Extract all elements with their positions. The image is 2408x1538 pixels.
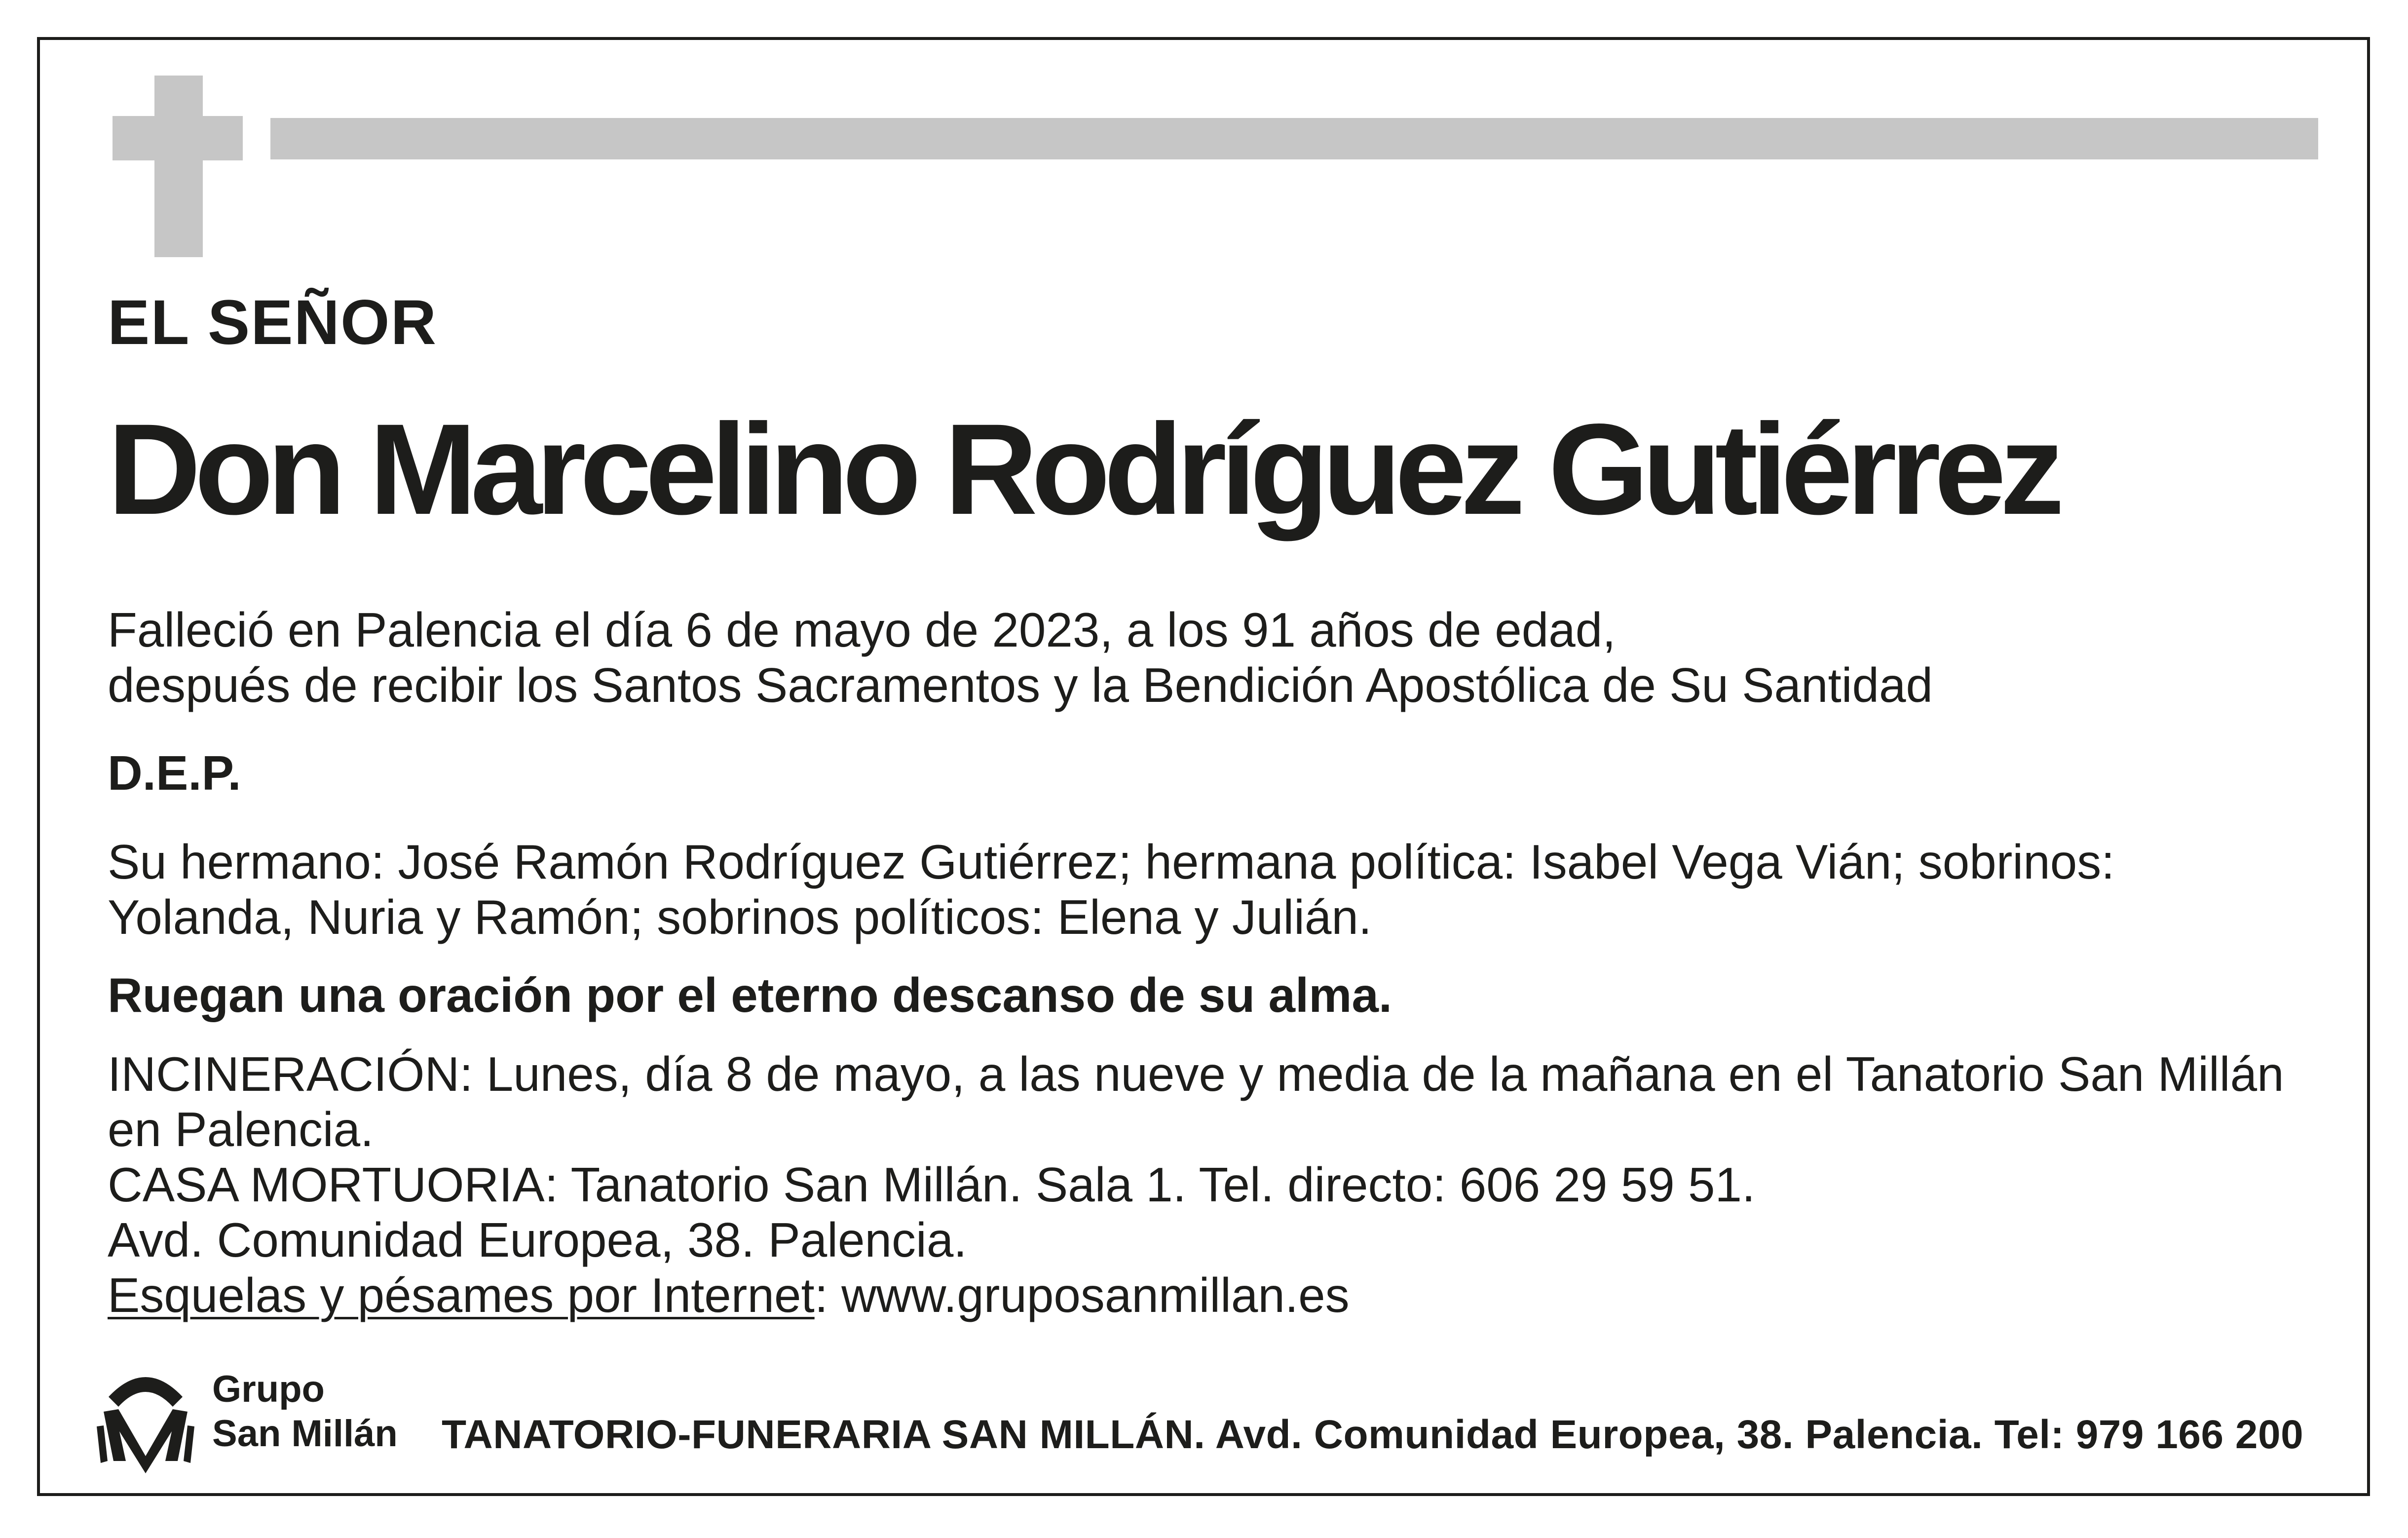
cross-icon-arm — [113, 116, 243, 160]
internet-url: : www.gruposanmillan.es — [814, 1268, 1350, 1322]
prayer-request: Ruegan una oración por el eterno descanso de su alma. — [108, 968, 1392, 1022]
family-line-1: Su hermano: José Ramón Rodríguez Gutiérrez; hermana política: Isabel Vega Vián; sobrinos: — [108, 835, 2115, 889]
family-line-2: Yolanda, Nuria y Ramón; sobrinos políticos: Elena y Julián. — [108, 890, 1372, 944]
footer-contact: TANATORIO-FUNERARIA SAN MILLÁN. Avd. Comunidad Europea, 38. Palencia. Tel: 979 166 200 — [442, 1412, 2304, 1457]
wake-line-1: CASA MORTUORIA: Tanatorio San Millán. Sala 1. Tel. directo: 606 29 59 51. — [108, 1157, 1756, 1212]
service-info — [108, 1046, 2284, 1323]
wake-line-2: Avd. Comunidad Europea, 38. Palencia. — [108, 1213, 967, 1267]
dep-label: D.E.P. — [108, 746, 241, 800]
logo-line-2: San Millán — [212, 1413, 398, 1455]
family-list — [108, 834, 2114, 945]
death-line-1: Falleció en Palencia el día 6 de mayo de 2023, a los 91 años de edad, — [108, 603, 1616, 657]
death-statement — [108, 602, 1933, 713]
deceased-name: Don Marcelino Rodríguez Gutiérrez — [108, 397, 2058, 541]
cross-icon — [154, 76, 203, 257]
cremation-line-2: en Palencia. — [108, 1102, 374, 1156]
cremation-line-1: INCINERACIÓN: Lunes, día 8 de mayo, a las nueve y media de la mañana en el Tanatorio San Millán — [108, 1047, 2284, 1101]
internet-line — [108, 1268, 2284, 1323]
honorific: EL SEÑOR — [108, 287, 437, 358]
logo-text — [212, 1367, 398, 1456]
decorative-bar — [270, 118, 2318, 159]
internet-link-label[interactable]: Esquelas y pésames por Internet — [108, 1268, 815, 1322]
logo-line-1: Grupo — [212, 1368, 325, 1410]
san-millan-logo-icon — [94, 1362, 197, 1481]
death-line-2: después de recibir los Santos Sacramentos y la Bendición Apostólica de Su Santidad — [108, 658, 1933, 712]
